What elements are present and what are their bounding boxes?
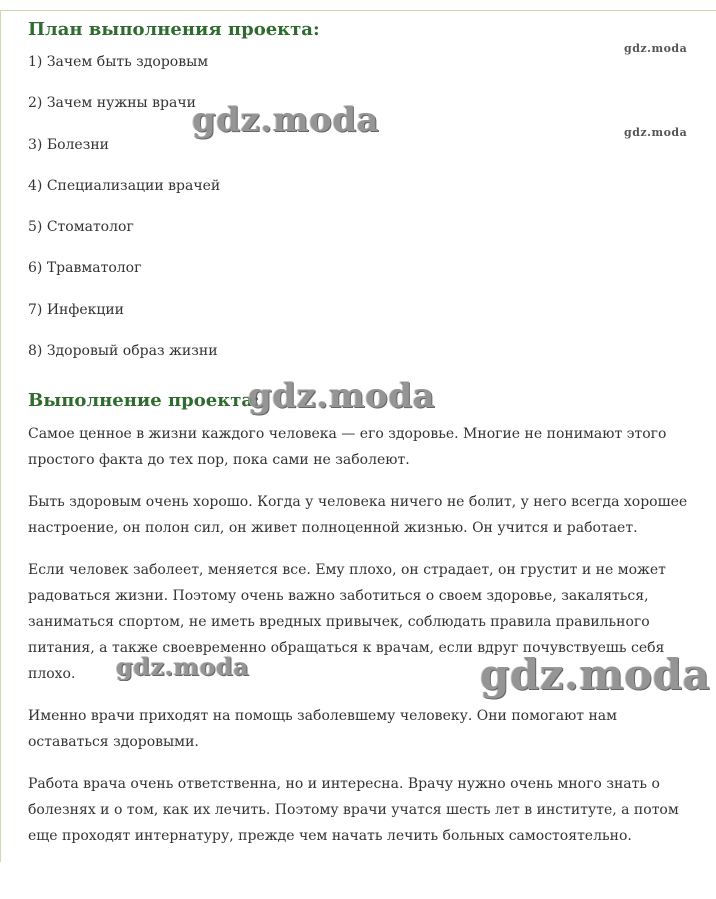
paragraph: Работа врача очень ответственна, но и интересна. Врачу нужно очень много знать о болезнях и о том, как их лечить. Поэтому врачи учатся шесть лет в институте, а потом еще проходят интернатуру, прежде чем начать лечить больных самостоятельно. bbox=[28, 776, 679, 845]
plan-item: 5) Стоматолог bbox=[28, 219, 134, 236]
article-content bbox=[28, 18, 688, 865]
paragraph: Быть здоровым очень хорошо. Когда у человека ничего не болит, у него всегда хорошее настроение, он полон сил, он живет полноценной жизнью. Он учится и работает. bbox=[28, 494, 688, 537]
frame-top-border bbox=[0, 10, 716, 11]
watermark: gdz.moda bbox=[248, 376, 436, 416]
plan-item: 2) Зачем нужны врачи bbox=[28, 95, 196, 112]
execution-heading: Выполнение проекта: bbox=[28, 390, 260, 412]
watermark: gdz.moda bbox=[624, 42, 688, 55]
watermark: gdz.moda bbox=[116, 652, 250, 681]
plan-item: 8) Здоровый образ жизни bbox=[28, 343, 218, 360]
plan-item: 7) Инфекции bbox=[28, 301, 125, 318]
paragraph: Если человек заболеет, меняется все. Ему плохо, он страдает, он грустит и не может радоваться жизни. Поэтому очень важно заботиться о своем здоровье, закаляться, заниматься спортом, не иметь вредных привычек, соблюдать правила правильного питания, а также своевременно обращаться к врачам, если вдруг почувствуешь себя плохо. bbox=[28, 562, 666, 683]
cut-off-text-remnant bbox=[290, 859, 550, 865]
frame-left-border bbox=[0, 10, 1, 862]
watermark: gdz.moda bbox=[624, 126, 688, 139]
plan-heading: План выполнения проекта: bbox=[28, 19, 320, 40]
plan-item: 1) Зачем быть здоровым bbox=[28, 54, 209, 70]
plan-item: 6) Травматолог bbox=[28, 260, 142, 277]
plan-item: 3) Болезни bbox=[28, 136, 110, 153]
paragraph: Именно врачи приходят на помощь заболевшему человеку. Они помогают нам оставаться здоровыми. bbox=[28, 708, 618, 751]
plan-item: 4) Специализации врачей bbox=[28, 177, 221, 194]
watermark: gdz.moda bbox=[192, 100, 380, 140]
paragraph: Самое ценное в жизни каждого человека — его здоровье. Многие не понимают этого простого факта до тех пор, пока сами не заболеют. bbox=[28, 426, 667, 469]
watermark: gdz.moda bbox=[480, 650, 711, 699]
